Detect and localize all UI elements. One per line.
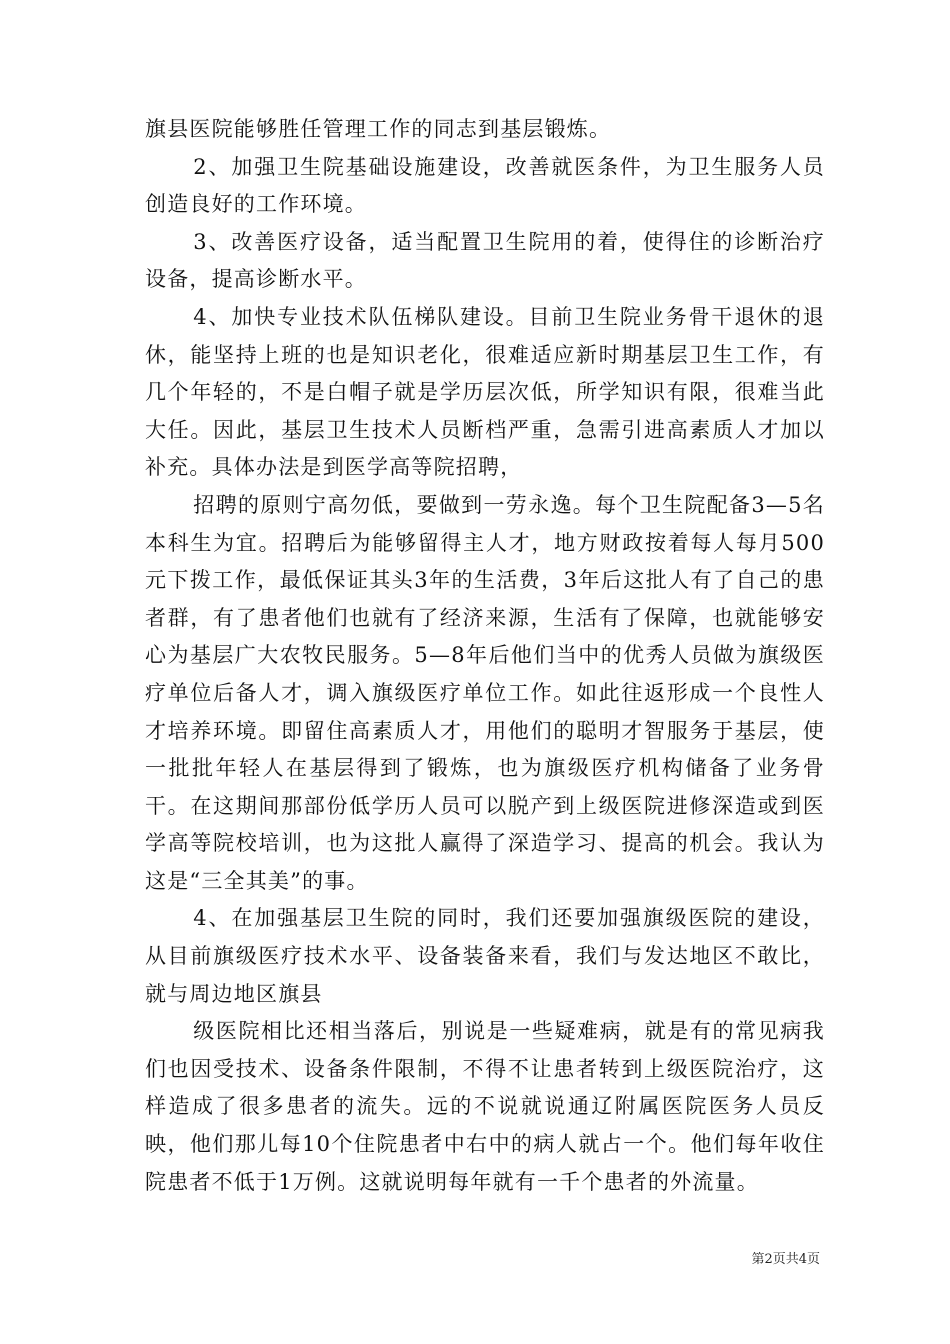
paragraph-6: 4、在加强基层卫生院的同时，我们还要加强旗级医院的建设，从目前旗级医疗技术水平、设备装备来看，我们与发达地区不敢比，就与周边地区旗县 [145, 906, 825, 1006]
page-number-footer: 第2页共4页 [751, 1252, 820, 1267]
paragraph-4: 4、加快专业技术队伍梯队建设。目前卫生院业务骨干退休的退休，能坚持上班的也是知识老化，很难适应新时期基层卫生工作，有几个年轻的，不是白帽子就是学历层次低，所学知识有限，很难当此大任。因此，基层卫生技术人员断档严重，急需引进高素质人才加以补充。具体办法是到医学高等院招聘， [145, 304, 825, 480]
paragraph-2: 2、加强卫生院基础设施建设，改善就医条件，为卫生服务人员创造良好的工作环境。 [145, 154, 825, 217]
paragraph-7: 级医院相比还相当落后，别说是一些疑难病，就是有的常见病我们也因受技术、设备条件限制，不得不让患者转到上级医院治疗，这样造成了很多患者的流失。远的不说就说通辽附属医院医务人员反映，他们那儿每10个住院患者中右中的病人就占一个。他们每年收住院患者不低于1万例。这就说明每年就有一千个患者的外流量。 [145, 1019, 825, 1194]
paragraph-3: 3、改善医疗设备，适当配置卫生院用的着，使得住的诊断治疗设备，提高诊断水平。 [145, 229, 825, 292]
paragraph-5: 招聘的原则宁高勿低，要做到一劳永逸。每个卫生院配备3—5名本科生为宜。招聘后为能够留得主人才，地方财政按着每人每月500元下拨工作，最低保证其头3年的生活费，3年后这批人有了自己的患者群，有了患者他们也就有了经济来源，生活有了保障，也就能够安心为基层广大农牧民服务。5—8年后他们当中的优秀人员做为旗级医疗单位后备人才，调入旗级医疗单位工作。如此往返形成一个良性人才培养环境。即留住高素质人才，用他们的聪明才智服务于基层，使一批批年轻人在基层得到了锻炼，也为旗级医疗机构储备了业务骨干。在这期间那部份低学历人员可以脱产到上级医院进修深造或到医学高等院校培训，也为这批人赢得了深造学习、提高的机会。我认为这是“三全其美”的事。 [145, 492, 825, 893]
paragraph-1: 旗县医院能够胜任管理工作的同志到基层锻炼。 [145, 117, 612, 141]
document-body [145, 111, 825, 1201]
